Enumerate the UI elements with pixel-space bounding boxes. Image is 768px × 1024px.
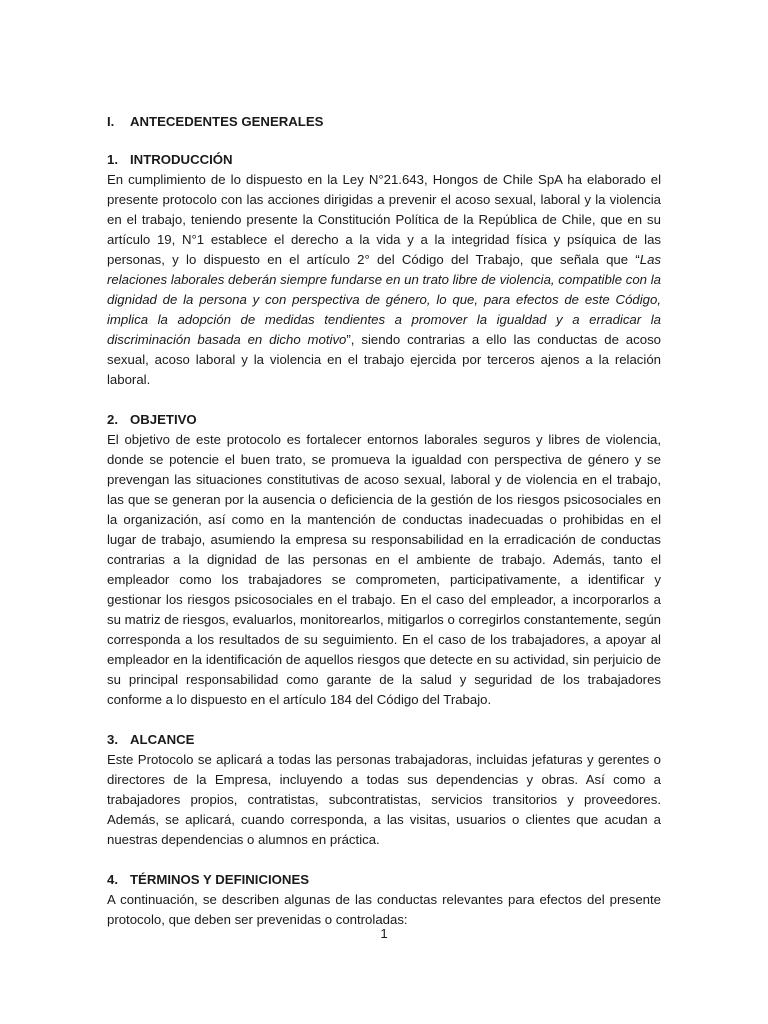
section-title: INTRODUCCIÓN [130,152,233,167]
terminos-paragraph: A continuación, se describen algunas de las conductas relevantes para efectos del presente protocolo, que deben ser prevenidas o controladas: [107,892,661,927]
introduccion-text-end: ”, siendo contrarias a ello las conductas de acoso sexual, acoso laboral y la violencia en el trabajo ejercida por terceros ajenos a la relación laboral. [107,332,662,387]
section-heading-terminos [107,870,661,890]
section-title: ALCANCE [130,732,195,747]
introduccion-text-start: En cumplimiento de lo dispuesto en la Ley N°21.643, Hongos de Chile SpA ha elaborado el presente protocolo con las acciones dirigidas a prevenir el acoso sexual, laboral y la violencia en el trabajo, teniendo presente la Constitución Política de la República de Chile, que en su artículo 19, N°1 establece el derecho a la vida y a la integridad física y psíquica de las personas, y lo dispuesto en el artículo 2° del Código del Trabajo, que señala que “ [107,172,661,267]
page-number: 1 [380,926,388,941]
section-heading-objetivo [107,410,661,430]
section-title: ANTECEDENTES GENERALES [130,114,324,129]
section-number: 3. [107,732,118,747]
section-number: I. [107,114,115,129]
objetivo-paragraph: El objetivo de este protocolo es fortalecer entornos laborales seguros y libres de violencia, donde se potencie el buen trato, se promueva la igualdad con perspectiva de género y se prevengan las situaciones constitutivas de acoso sexual, laboral y de violencia en el trabajo, las que se generan por la ausencia o deficiencia de la gestión de los riesgos psicosociales en la organización, así como en la mantención de conductas inadecuadas o prohibidas en el lugar de trabajo, asumiendo la empresa su responsabilidad en la erradicación de conductas contrarias a la dignidad de las personas en el ambiente de trabajo. Además, tanto el empleador como los trabajadores se comprometen, participativamente, a identificar y gestionar los riesgos psicosociales en el trabajo. En el caso del empleador, a incorporarlos a su matriz de riesgos, evaluarlos, monitorearlos, mitigarlos o corregirlos constantemente, según corresponda a los resultados de su seguimiento. En el caso de los trabajadores, a apoyar al empleador en la identificación de aquellos riesgos que detecte en su actividad, sin perjuicio de su principal responsabilidad como garante de la salud y seguridad de los trabajadores conforme a lo dispuesto en el artículo 184 del Código del Trabajo. [107,432,661,707]
introduccion-paragraph [107,170,661,390]
alcance-paragraph: Este Protocolo se aplicará a todas las personas trabajadoras, incluidas jefaturas y gerentes o directores de la Empresa, incluyendo a todas sus dependencias y obras. Así como a trabajadores propios, contratistas, subcontratistas, servicios transitorios y proveedores. Además, se aplicará, cuando corresponda, a las visitas, usuarios o clientes que acudan a nuestras dependencias o alumnos en práctica. [107,752,661,847]
section-heading-alcance [107,730,661,750]
section-title: OBJETIVO [130,412,197,427]
section-number: 2. [107,412,118,427]
section-heading-antecedentes [107,112,661,132]
section-heading-introduccion [107,150,661,170]
section-number: 1. [107,152,118,167]
codigo-trabajo-quote: Las relaciones laborales deberán siempre fundarse en un trato libre de violencia, compatible con la dignidad de la persona y con perspectiva de género, lo que, para efectos de este Código, implica la adopción de medidas tendientes a promover la igualdad y a erradicar la discriminación basada en dicho motivo [107,252,661,347]
document-page [107,112,661,930]
section-number: 4. [107,872,118,887]
section-title: TÉRMINOS Y DEFINICIONES [130,872,310,887]
